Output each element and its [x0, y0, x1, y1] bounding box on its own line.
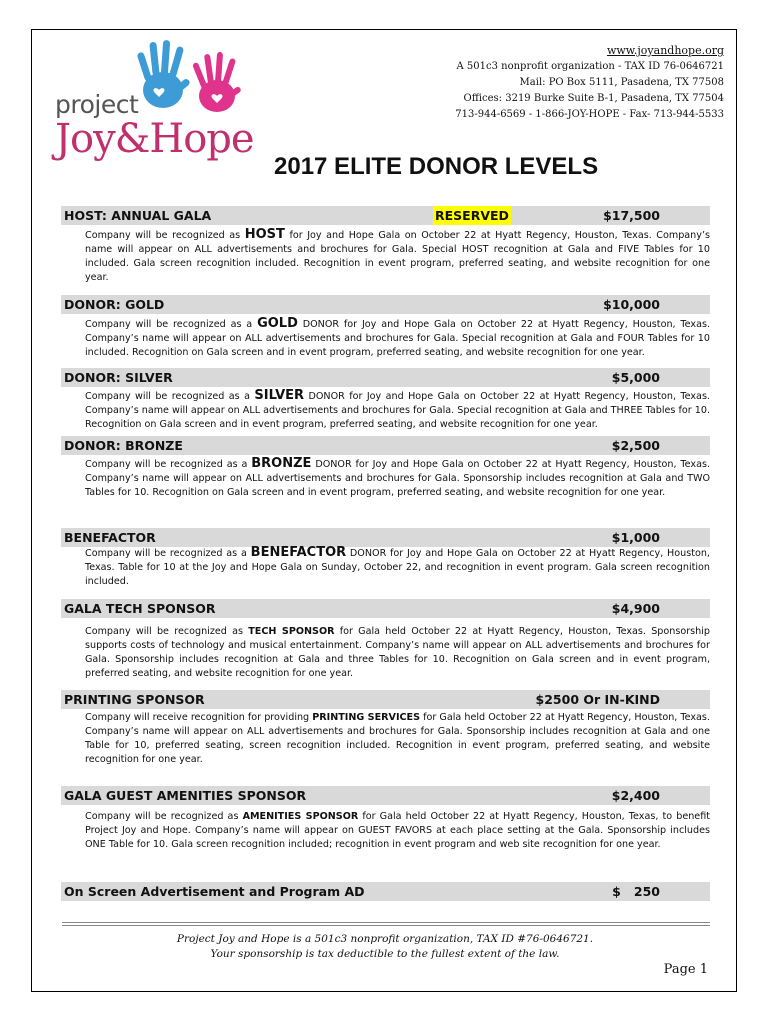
section-price: $5,000: [611, 370, 660, 385]
section-price: $10,000: [603, 297, 660, 312]
desc-post: DONOR for Joy and Hope Gala on October 22 at Hyatt Regency, Houston, Texas. Company’s name will appear on ALL advertisements and brochures for Gala. Sponsorship includes recognition at Gala and TWO Tables for 10. Recognition on Gala screen and in event program, preferred seating, and website recognition for one year.: [85, 459, 710, 498]
org-line: A 501c3 nonprofit organization - TAX ID 76-0646721: [456, 61, 724, 72]
section-name: HOST: ANNUAL GALA: [64, 208, 212, 223]
section-header-benefactor: [61, 528, 710, 547]
section-price: $ 250: [612, 884, 660, 899]
section-name: DONOR: SILVER: [64, 370, 173, 385]
section-price: $4,900: [611, 601, 660, 616]
logo: [55, 38, 255, 168]
section-name: DONOR: BRONZE: [64, 438, 183, 453]
desc-pre: Company will be recognized as: [85, 626, 249, 637]
section-header-gold: [61, 295, 710, 314]
section-price: $17,500: [603, 208, 660, 223]
desc-pre: Company will be recognized as: [85, 811, 243, 822]
desc-highlight: PRINTING SERVICES: [312, 712, 421, 723]
desc-highlight: SILVER: [254, 388, 305, 403]
hands-logo-icon: [129, 38, 249, 118]
desc-pre: Company will be recognized as a: [85, 548, 251, 559]
section-name: DONOR: GOLD: [64, 297, 165, 312]
desc-post: DONOR for Joy and Hope Gala on October 22 at Hyatt Regency, Houston, Texas. Company’s name will appear on ALL advertisements and brochures for Gala. Special recognition at Gala and THREE Tables for 10. Recognition on Gala screen and in event program, preferred seating, and website recognition for one year.: [85, 391, 710, 430]
section-description-silver: [85, 389, 710, 432]
section-header-printing-sponsor: [61, 690, 710, 709]
mail-address: Mail: PO Box 5111, Pasadena, TX 77508: [519, 77, 724, 88]
desc-post: for Gala held October 22 at Hyatt Regency, Houston, Texas. Company’s name will appear on ALL advertisements and brochures for Gala. Sponsorship includes recognition at Gala and one Table for 10, preferred seating, screen recognition included. Recognition in event program, preferred seating, and website recognition for one year.: [85, 712, 710, 765]
section-description-bronze: [85, 457, 710, 500]
section-header-tech-sponsor: [61, 599, 710, 618]
footer-text: [0, 932, 770, 962]
logo-joyhope-text: Joy&Hope: [55, 116, 254, 162]
desc-highlight: BRONZE: [251, 456, 312, 471]
desc-highlight: TECH SPONSOR: [248, 626, 335, 637]
section-description-benefactor: [85, 546, 710, 589]
footer-divider: [62, 922, 710, 923]
desc-highlight: HOST: [244, 227, 285, 242]
section-description-printing-sponsor: [85, 711, 710, 767]
section-price: $2500 Or IN-KIND: [535, 692, 660, 707]
desc-pre: Company will be recognized as a: [85, 391, 255, 402]
section-description-gold: [85, 317, 710, 360]
website-link[interactable]: www.joyandhope.org: [606, 44, 724, 57]
section-name: On Screen Advertisement and Program AD: [64, 884, 365, 899]
section-price: $2,500: [611, 438, 660, 453]
desc-pre: Company will be recognized as a: [85, 459, 252, 470]
desc-highlight: BENEFACTOR: [250, 545, 347, 560]
section-name: BENEFACTOR: [64, 530, 156, 545]
desc-pre: Company will be recognized as: [85, 230, 245, 241]
footer-line-2: Your sponsorship is tax deductible to the fullest extent of the law.: [210, 948, 560, 960]
desc-pre: Company will be recognized as a: [85, 319, 258, 330]
page-title: 2017 ELITE DONOR LEVELS: [274, 153, 599, 180]
section-price: $2,400: [611, 788, 660, 803]
section-header-bronze: [61, 436, 710, 455]
section-header-silver: [61, 368, 710, 387]
footer-divider-2: [62, 925, 710, 926]
section-description-host: [85, 228, 710, 285]
desc-post: for Gala held October 22 at Hyatt Regency, Houston, Texas. Sponsorship supports costs of technology and musical entertainment. Company’s name will appear on ALL advertisements and brochures for Gala. Sponsorship includes recognition at Gala and three Tables for 10. Recognition on Gala screen and in event program, preferred seating, and website recognition for one year.: [85, 626, 710, 679]
section-description-tech-sponsor: [85, 625, 710, 681]
reserved-badge: RESERVED: [435, 208, 509, 223]
desc-pre: Company will receive recognition for providing: [85, 712, 313, 723]
desc-post: DONOR for Joy and Hope Gala on October 22 at Hyatt Regency, Houston, Texas. Company’s name will appear on ALL advertisements and brochures for Gala. Special recognition at Gala and FOUR Tables for 10 included. Recognition on Gala screen and in event program, preferred seating, and website recognition for one year.: [85, 319, 710, 358]
page-number: Page 1: [663, 962, 708, 977]
section-header-amenities-sponsor: [61, 786, 710, 805]
section-name: GALA TECH SPONSOR: [64, 601, 216, 616]
desc-post: for Gala held October 22 at Hyatt Regency, Houston, Texas, to benefit Project Joy and Hope. Company’s name will appear on GUEST FAVORS at each place setting at the Gala. Sponsorship includes ONE Table for 10. Gala screen recognition included; recognition in event program and web site recognition for one year.: [85, 811, 711, 850]
section-name: GALA GUEST AMENITIES SPONSOR: [64, 788, 307, 803]
contact-block: [455, 43, 724, 123]
logo-project-text: project: [55, 90, 139, 119]
section-header-screen-ad: [61, 882, 710, 901]
desc-post: for Joy and Hope Gala on October 22 at Hyatt Regency, Houston, Texas. Company’s name will appear on ALL advertisements and brochures for Gala. Special HOST recognition at Gala and FIVE Tables for 10 included. Gala screen recognition included. Recognition in event program, preferred seating, and website recognition for one year.: [85, 230, 710, 283]
desc-highlight: GOLD: [257, 316, 298, 331]
desc-post: DONOR for Joy and Hope Gala on October 22 at Hyatt Regency, Houston, Texas. Table for 10 at the Joy and Hope Gala on Sunday, October 22, and recognition in event program. Gala screen recognition included.: [85, 548, 710, 587]
section-price: $1,000: [611, 530, 660, 545]
phone-numbers: 713-944-6569 - 1-866-JOY-HOPE - Fax- 713-944-5533: [455, 109, 724, 120]
section-description-amenities-sponsor: [85, 810, 710, 852]
section-name: PRINTING SPONSOR: [64, 692, 205, 707]
footer-line-1: Project Joy and Hope is a 501c3 nonprofit organization, TAX ID #76-0646721.: [176, 933, 594, 945]
office-address: Offices: 3219 Burke Suite B-1, Pasadena, TX 77504: [463, 93, 724, 104]
desc-highlight: AMENITIES SPONSOR: [242, 811, 359, 822]
section-header-host: [61, 206, 710, 225]
